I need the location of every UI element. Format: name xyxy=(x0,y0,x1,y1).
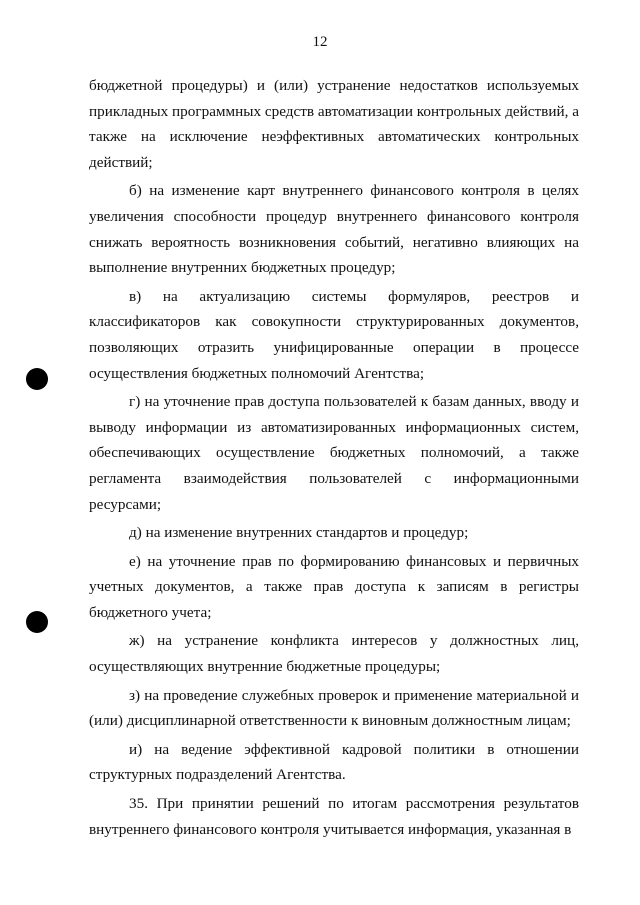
paragraph-continuation: бюджетной процедуры) и (или) устранение недостатков используемых прикладных программных средств автоматизации контрольных действий, а также на исключение неэффективных автоматических контрольных действий; xyxy=(89,77,579,171)
punch-hole-top xyxy=(26,368,48,390)
paragraph-e: е) на уточнение прав по формированию финансовых и первичных учетных документов, а также прав доступа к записям в регистры бюджетного учета; xyxy=(89,552,579,621)
paragraph-v: в) на актуализацию системы формуляров, реестров и классификаторов как совокупности структурированных документов, позволяющих отразить унифицированные операции в процессе осуществления бюджетных полномочий Агентства; xyxy=(89,287,579,382)
punch-hole-bottom xyxy=(26,611,48,633)
paragraph-35: 35. При принятии решений по итогам рассмотрения результатов внутреннего финансового контроля учитывается информация, указанная в xyxy=(89,795,579,838)
page-number: 12 xyxy=(312,34,328,50)
paragraph-z: з) на проведение служебных проверок и применение материальной и (или) дисциплинарной ответственности к виновным должностным лицам; xyxy=(89,686,579,730)
document-body xyxy=(89,73,579,845)
paragraph-g: г) на уточнение прав доступа пользователей к базам данных, вводу и выводу информации из автоматизированных информационных систем, обеспечивающих осуществление бюджетных полномочий, а также регламента взаимодействия пользователей с информационными ресурсами; xyxy=(89,393,579,513)
paragraph-i: и) на ведение эффективной кадровой политики в отношении структурных подразделений Агентства. xyxy=(89,740,579,784)
paragraph-b: б) на изменение карт внутреннего финансового контроля в целях увеличения способности процедур внутреннего финансового контроля снижать вероятность возникновения событий, негативно влияющих на выполнение внутренних бюджетных процедур; xyxy=(89,182,579,277)
paragraph-zh: ж) на устранение конфликта интересов у должностных лиц, осуществляющих внутренние бюджетные процедуры; xyxy=(89,632,579,676)
paragraph-d: д) на изменение внутренних стандартов и процедур; xyxy=(129,524,469,542)
